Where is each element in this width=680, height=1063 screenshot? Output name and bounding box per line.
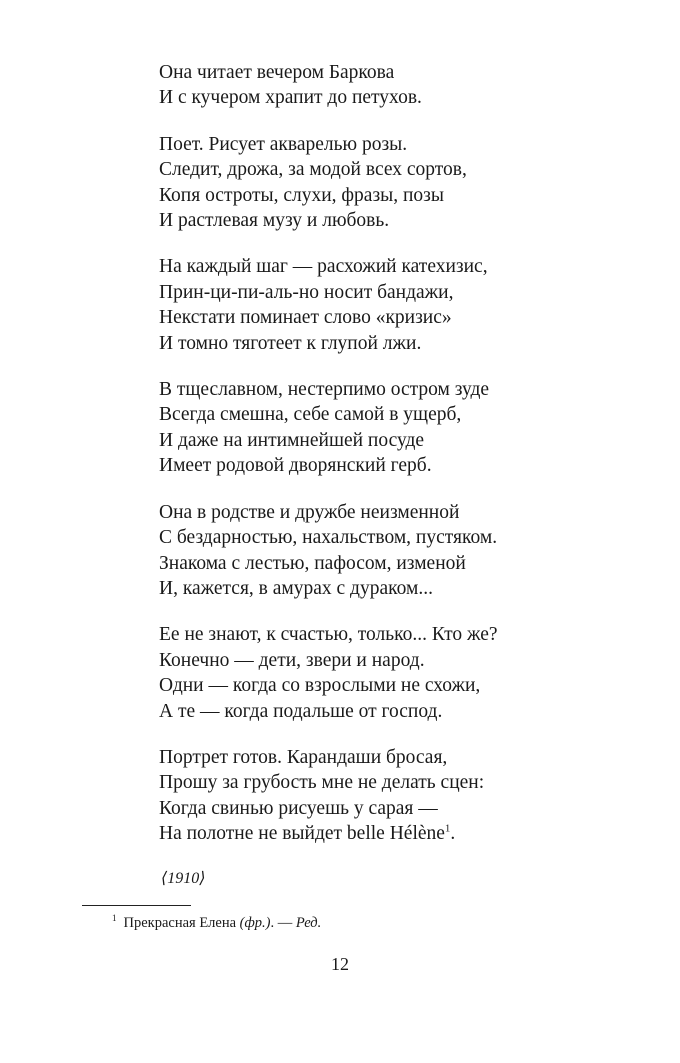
footnote-text: Прекрасная Елена [123,915,240,931]
poem-line: Прошу за грубость мне не делать сцен: [159,772,485,794]
footnote [112,914,321,932]
poem-line: Копя остроты, слухи, фразы, позы [159,184,444,206]
poem-line: Некстати поминает слово «кризис» [159,307,452,329]
stanza-4 [159,377,619,479]
poem-line: Одни — когда со взрослыми не схожи, [159,675,481,697]
poem-line: Портрет готов. Карандаши бросая, [159,746,448,768]
stanza-2 [159,132,619,234]
stanza-7 [159,745,619,847]
stanza-1 [159,60,619,111]
poem-line: И растлевая музу и любовь. [159,210,390,232]
poem-last-line-end: . [450,823,456,845]
poem-line: Она читает вечером Баркова [159,62,395,83]
poem-line: На каждый шаг — расхожий катехизис, [159,256,488,278]
page-number: 12 [331,954,349,974]
footnote-language: (фр.) [239,915,271,931]
footnote-reference[interactable]: 1 [444,822,451,835]
poem-line: Она в родстве и дружбе неизменной [159,501,460,523]
poem [159,60,619,868]
stanza-6 [159,622,619,724]
footnote-mark: 1 [112,913,117,924]
poem-last-line-text: На полотне не выйдет belle Hélène [159,823,445,845]
stanza-5 [159,500,619,602]
poem-line: Знакома с лестью, пафосом, изменой [159,552,466,574]
poem-last-line [159,821,619,846]
poem-line: Имеет родовой дворянский герб. [159,455,432,477]
poem-line: И с кучером храпит до петухов. [159,87,422,109]
poem-date: ⟨1910⟩ [161,870,206,887]
poem-line: А те — когда подальше от господ. [159,700,443,722]
poem-line: И, кажется, в амурах с дураком... [159,577,433,599]
poem-line: Прин-ци-пи-аль-но носит бандажи, [159,281,454,303]
poem-line: И даже на интимнейшей посуде [159,429,425,451]
poem-line: Ее не знают, к счастью, только... Кто же? [159,624,498,646]
poem-line: Всегда смешна, себе самой в ущерб, [159,404,462,426]
poem-line: И томно тяготеет к глупой лжи. [159,332,422,354]
poem-line: Поет. Рисует акварелью розы. [159,133,408,155]
poem-line: Следит, дрожа, за модой всех сортов, [159,159,467,181]
stanza-3 [159,254,619,356]
footnote-separator: . — [270,915,296,931]
footnote-divider [82,905,191,906]
footnote-editor: Ред. [295,915,322,931]
poem-line: В тщеславном, нестерпимо остром зуде [159,379,490,401]
poem-line: С бездарностью, нахальством, пустяком. [159,527,498,549]
poem-line: Конечно — дети, звери и народ. [159,649,425,671]
poem-line: Когда свинью рисуешь у сарая — [159,797,438,819]
